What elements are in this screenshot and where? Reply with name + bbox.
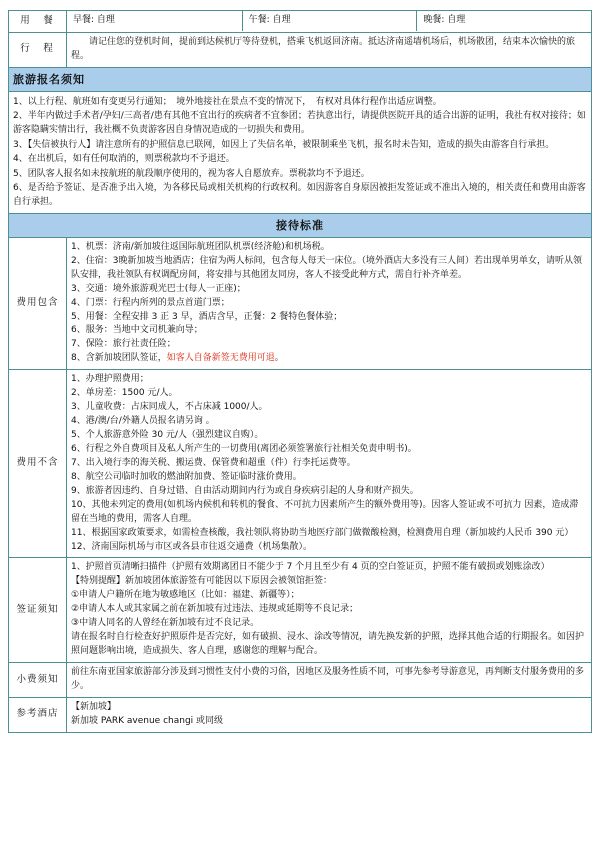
list-item: 10、其他未列定的费用(如机场内候机和转机的餐食、不可抗力因素所产生的额外费用等)。因客人签证或不可抗力 因素，造成滞留在当地的费用，需客人自理。 <box>71 499 579 524</box>
section-label-visa-notes: 签证须知 <box>9 558 67 663</box>
notice-item: 5、团队客人报名如未按航班的航段顺序使用的，视为客人自愿放弃。票税款均不予退还。 <box>13 168 370 179</box>
section-label-reference-hotels: 参考酒店 <box>9 697 67 732</box>
table-row-visa-notes <box>9 558 592 663</box>
notice-item: 2、半年内做过手术者/孕妇/三高者/患有其他不宜出行的疾病者不宜参团；若执意出行，请提供医院开具的适合出游的证明，我社有权对接待；如游客隐瞒实情出行，我社概不负责游客因自身情况造成的一切损失和费用。 <box>13 111 586 136</box>
section-body-fee-included <box>67 237 592 369</box>
list-item: 2、单房差：1500 元/人。 <box>71 388 178 399</box>
list-item: ③中请人同名的人曾经在新加坡有过不良记录。 <box>71 618 260 629</box>
list-item: ①申请人户籍所在地为敏感地区（比如：福建、新疆等）； <box>71 590 300 601</box>
list-item: ②申请人本人或其家属之前在新加坡有过违法、违规或延期等不良记录； <box>71 604 359 615</box>
list-item: 5、用餐：全程安排 3 正 3 早，酒店含早，正餐：2 餐特色餐体验； <box>71 311 343 322</box>
list-item: 前往东南亚国家旅游部分涉及到习惯性支付小费的习俗，因地区及服务性质不同，可事先参考导游意见，再判断支付服务费用的多少。 <box>71 667 585 691</box>
section-label-fee-excluded: 费用不含 <box>9 370 67 558</box>
meal-breakfast: 早餐: 自理 <box>73 15 115 26</box>
table-row-notice-banner <box>9 67 592 91</box>
table-row-fee-excluded <box>9 370 592 558</box>
meals-cell <box>67 11 592 33</box>
table-row-standard-banner <box>9 213 592 237</box>
list-item: 9、旅游者因违约、自身过错、自由活动期间内行为或自身疾病引起的人身和财产损失。 <box>71 485 419 496</box>
row-label-itinerary: 行 程 <box>9 32 67 67</box>
row-label-meal: 用 餐 <box>9 11 67 33</box>
list-item: 4、门票：行程内所列的景点首道门票； <box>71 297 230 308</box>
list-item: 3、儿童收费：占床同成人，不占床减 1000/人。 <box>71 402 268 413</box>
list-item: 新加坡 PARK avenue changi 或同级 <box>71 715 224 726</box>
list-item: 1、办理护照费用； <box>71 374 149 385</box>
list-item: 11、根据国家政策要求，如需检查核酸，我社领队将协助当地医疗部门做微酸检测，检测费用自理（新加坡约人民币 390 元） <box>71 527 574 538</box>
notice-list <box>9 91 592 213</box>
list-item: 6、行程之外自费项目及私人所产生的一切费用(离团必须签署旅行社相关免责申明书)。 <box>71 443 417 454</box>
list-item-highlight: 8、含新加坡团队签证，如客人自备新签无费用可退。 <box>71 353 284 364</box>
list-item: 6、服务：当地中文司机兼向导； <box>71 325 203 336</box>
section-label-tips-notes: 小费须知 <box>9 663 67 698</box>
list-item: 1、护照首页清晰扫描件（护照有效期离团日不能少于 7 个月且至少有 4 页的空白签证页，护照不能有破损或划账涂改） <box>71 562 550 573</box>
table-row-tips-notes <box>9 663 592 698</box>
table-row-notice-list <box>9 91 592 213</box>
meal-lunch: 午餐: 自理 <box>242 11 417 31</box>
list-item: 1、机票：济南/新加坡往返国际航班团队机票(经济舱)和机场税。 <box>71 241 330 252</box>
notice-item: 6、是否给予签证、是否准予出入境，为各移民局或相关机构的行政权利。如因游客自身原因被拒发签证或不准出入境的，相关责任和费用由游客自行承担。 <box>13 182 586 208</box>
list-item: 4、港/澳/台/外籍人员报名请另询 。 <box>71 416 215 427</box>
list-item: 7、出入境行李的海关税、搬运费、保管费和超重（件）行李托运费等。 <box>71 457 356 468</box>
list-item: 12、济南国际机场与市区或各县市往返交通费（机场集散）。 <box>71 541 312 552</box>
table-row-meals <box>9 11 592 33</box>
notice-banner: 旅游报名须知 <box>9 67 592 91</box>
list-item: 7、保险：旅行社责任险； <box>71 339 176 350</box>
section-body-reference-hotels <box>67 697 592 732</box>
standard-banner: 接待标准 <box>9 213 592 237</box>
section-body-tips-notes <box>67 663 592 698</box>
notice-item: 4、在出机后，如有任何取消的，则票税款均不予退还。 <box>13 154 235 165</box>
table-row-fee-included <box>9 237 592 369</box>
list-item: 2、住宿：3晚新加坡当地酒店；住宿为两人标间，包含每人每天一床位。（境外酒店大多没有三人间）若出现单男单女，请听从领队安排，我社领队有权调配房间，将安排与其他团友同房，客人不接受此种方式，需自行补齐单差。 <box>71 255 582 280</box>
section-body-visa-notes <box>67 558 592 663</box>
meal-dinner: 晚餐: 自理 <box>416 11 591 31</box>
list-item: 5、个人旅游意外险 30 元/人（强烈建议自购）。 <box>71 430 264 440</box>
list-item: 3、交通：境外旅游观光巴士(每人一正座)； <box>71 283 246 294</box>
travel-notice-table <box>8 10 592 733</box>
list-item-reminder: 【特别提醒】新加坡团体旅游签有可能因以下原因会被领馆拒签： <box>71 576 333 587</box>
list-item: 请在报名时自行检查好护照原件是否完好，如有破损、浸水、涂改等情况，请先换发新的护照，选择其他合适的行期报名。如因护照问题影响出境，造成损失、客人自理，感谢您的理解与配合。 <box>71 632 585 657</box>
notice-item: 1、以上行程、航班如有变更另行通知； 境外地接社在景点不变的情况下， 有权对具体行程作出适应调整。 <box>13 96 442 107</box>
table-row-itinerary <box>9 32 592 67</box>
itinerary-text: 请记住您的登机时间，提前到达候机厅等待登机，搭乘飞机返回济南。抵达济南遥墙机场后，机场散团，结束本次愉快的旅程。 <box>67 32 592 67</box>
section-body-fee-excluded <box>67 370 592 558</box>
section-label-fee-included: 费用包含 <box>9 237 67 369</box>
notice-item: 3、【失信被执行人】请注意所有的护照信息已联网，如因上了失信名单，被限制乘坐飞机，报名时未告知，造成的损失由游客自行承担。 <box>13 139 555 150</box>
list-item: 【新加坡】 <box>71 701 117 712</box>
list-item: 8、航空公司临时加收的燃油附加费、签证临时涨价费用。 <box>71 471 302 482</box>
table-row-reference-hotels <box>9 697 592 732</box>
